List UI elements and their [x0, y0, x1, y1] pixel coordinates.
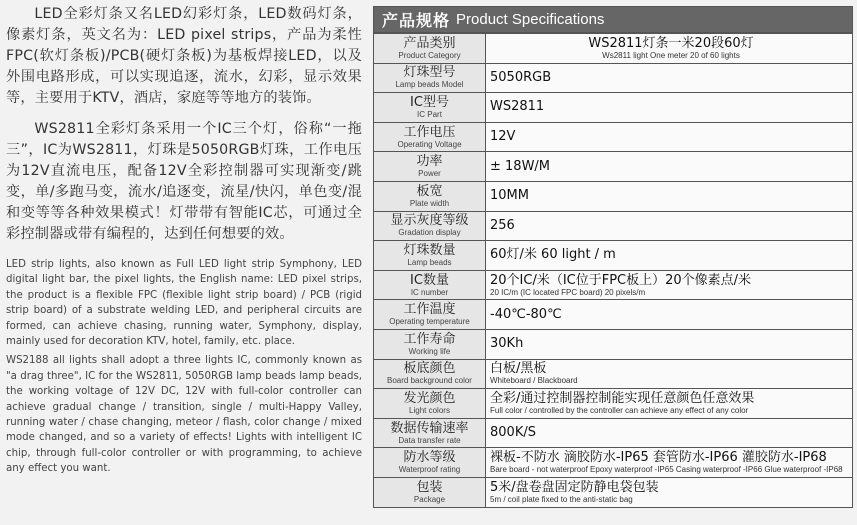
- en-paragraph-2: WS2188 all lights shall adopt a three lights IC, commonly known as "a drag three", IC for the WS2811, 5050RGB lamp beads lamp beads, the working voltage of 12V DC, 12V with full-color controller can achieve gradual change / transition, single / multi-Happy Valley, running water / chase changing, meteor / flash, color change / mixed mode changed, and so a variety of effects! Lights with intelligent IC chip, through full-color controller or with programming, to achieve any effect you want.: [6, 355, 362, 475]
- spec-row: [374, 93, 853, 123]
- spec-value-cell: [486, 389, 853, 419]
- spec-value-cn: 白板/黑板: [490, 361, 547, 377]
- spec-label-en: Light colors: [409, 405, 450, 415]
- spec-value-cn: 5米/盘卷盘固定防静电袋包装: [490, 479, 659, 495]
- spec-label-en: Operating Voltage: [397, 139, 462, 149]
- spec-label-cell: [374, 122, 486, 152]
- spec-label-cn: 显示灰度等级: [390, 213, 469, 229]
- cn-paragraph-1: LED全彩灯条又名LED幻彩灯条，LED数码灯条，像素灯条，英文名为：LED pixel strips，产品为柔性FPC(软灯条板)/PCB(硬灯条板)为基板焊接LED，以及外围电路形成，可以实现追逐，流水，幻彩，显示效果等，主要用于KTV，酒店，家庭等等地方的装饰。: [6, 6, 362, 106]
- spec-label-cell: [374, 300, 486, 330]
- spec-label-en: Gradation display: [398, 228, 461, 238]
- spec-value-cell: [486, 418, 853, 448]
- spec-label-cn: 防水等级: [403, 450, 456, 466]
- en-paragraph-1: LED strip lights, also known as Full LED light strip Symphony, LED digital light bar, the pixel lights, the English name: LED pixel strips, the product is a flexible FPC (flexible light strip board) / PCB (rigid strip board) of a substrate welding LED, and peripheral circuits are formed, can achieve chasing, running water, Symphony, display, mainly used for decoration KTV, hotel, family, etc. place.: [6, 259, 362, 348]
- spec-value-cn: 5050RGB: [490, 69, 552, 85]
- spec-value-cell: [486, 448, 853, 478]
- spec-label-cn: 功率: [416, 154, 443, 170]
- spec-value-cn: 12V: [490, 129, 516, 145]
- spec-label-cell: [374, 93, 486, 123]
- spec-row: [374, 418, 853, 448]
- spec-value-cell: [486, 152, 853, 182]
- spec-value-en: 5m / coil plate fixed to the anti-static bag: [490, 494, 633, 504]
- spec-label-en: IC number: [410, 287, 449, 297]
- spec-value-en: Bare board - not waterproof Epoxy waterproof -IP65 Casing waterproof -IP66 Glue waterproof -IP68: [490, 465, 843, 475]
- spec-label-cn: 工作寿命: [403, 331, 456, 347]
- spec-value-en: Whiteboard / Blackboard: [490, 376, 578, 386]
- cn-paragraph-2: WS2811全彩灯条采用一个IC三个灯，俗称“一拖三”，IC为WS2811，灯珠是5050RGB灯珠，工作电压为12V直流电压，配备12V全彩控制器可实现渐变/跳变，单/多跑马变，流水/追逐变，流星/快闪，单色变/混和变等等各种效果模式！灯带带有智能IC芯，可通过全彩控制器或带有编程的，达到任何想要的效。: [6, 121, 362, 242]
- spec-label-cn: 包装: [416, 479, 443, 495]
- spec-label-cn: 工作温度: [403, 302, 456, 318]
- spec-row: [374, 359, 853, 389]
- spec-value-cn: 60灯/米 60 light / m: [490, 247, 616, 263]
- spec-value-cn: 裸板-不防水 滴胶防水-IP65 套管防水-IP66 灌胶防水-IP68: [490, 450, 827, 466]
- spec-value-cell: [486, 300, 853, 330]
- spec-label-en: Lamp beads Model: [395, 80, 464, 90]
- spec-value-cell: [486, 211, 853, 241]
- spec-label-cn: 发光颜色: [403, 390, 456, 406]
- spec-value-cn: 30Kh: [490, 336, 524, 352]
- spec-label-cell: [374, 270, 486, 300]
- spec-label-cell: [374, 448, 486, 478]
- spec-label-cn: 板宽: [416, 183, 443, 199]
- spec-value-cn: 全彩/通过控制器控制能实现任意颜色任意效果: [490, 390, 755, 406]
- spec-header: [373, 6, 853, 33]
- spec-label-en: Package: [413, 494, 446, 504]
- spec-header-en: Product Specifications: [456, 11, 605, 28]
- spec-label-en: Product Category: [398, 50, 461, 60]
- spec-value-cell: [486, 270, 853, 300]
- spec-row: [374, 152, 853, 182]
- spec-row: [374, 389, 853, 419]
- spec-label-cell: [374, 359, 486, 389]
- spec-label-cell: [374, 241, 486, 271]
- spec-value-cn: -40℃-80℃: [490, 306, 562, 322]
- spec-panel: [373, 6, 853, 508]
- spec-value-cn: 20个IC/米（IC位于FPC板上）20个像素点/米: [490, 272, 752, 288]
- spec-label-en: Board background color: [387, 376, 472, 386]
- spec-row: [374, 329, 853, 359]
- spec-value-cell: [486, 122, 853, 152]
- spec-label-en: Plate width: [409, 198, 450, 208]
- spec-value-en: Full color / controlled by the controller can achieve any effect of any color: [490, 405, 749, 415]
- spec-label-cell: [374, 181, 486, 211]
- spec-value-cn: 10MM: [490, 188, 529, 204]
- spec-value-cn: ± 18W/M: [490, 158, 551, 174]
- spec-row: [374, 477, 853, 507]
- spec-label-cn: 灯珠型号: [403, 65, 456, 81]
- spec-value-cn: WS2811: [490, 99, 545, 115]
- spec-value-cell: [486, 477, 853, 507]
- spec-label-en: Data transfer rate: [398, 435, 461, 445]
- spec-value-cn: 800K/S: [490, 425, 536, 441]
- spec-value-cell: [486, 63, 853, 93]
- spec-label-cell: [374, 477, 486, 507]
- spec-row: [374, 241, 853, 271]
- spec-value-en: Ws2811 light One meter 20 of 60 lights: [602, 50, 740, 60]
- spec-header-cn: 产品规格: [382, 11, 451, 30]
- spec-row: [374, 122, 853, 152]
- spec-table: [373, 33, 853, 508]
- spec-label-cell: [374, 389, 486, 419]
- spec-label-cn: 数据传输速率: [390, 420, 469, 436]
- spec-row: [374, 211, 853, 241]
- spec-label-en: Power: [418, 169, 441, 179]
- spec-value-cell: [486, 329, 853, 359]
- spec-value-cn: 256: [490, 217, 515, 233]
- spec-value-cell: [486, 359, 853, 389]
- spec-label-en: Working life: [408, 346, 451, 356]
- spec-row: [374, 63, 853, 93]
- description-column: [6, 4, 362, 477]
- spec-label-cell: [374, 329, 486, 359]
- spec-label-cell: [374, 211, 486, 241]
- spec-label-en: Waterproof rating: [398, 465, 461, 475]
- spec-label-cell: [374, 63, 486, 93]
- spec-label-en: IC Part: [417, 109, 442, 119]
- spec-label-cn: 灯珠数量: [403, 242, 456, 258]
- spec-row: [374, 181, 853, 211]
- spec-value-en: 20 IC/m (IC located FPC board) 20 pixels/m: [490, 287, 646, 297]
- spec-label-cell: [374, 418, 486, 448]
- spec-label-cn: 工作电压: [403, 124, 456, 140]
- spec-row: [374, 448, 853, 478]
- spec-row: [374, 270, 853, 300]
- spec-label-en: Lamp beads: [407, 257, 452, 267]
- spec-row: [374, 34, 853, 64]
- spec-value-cell: [486, 241, 853, 271]
- spec-label-cn: 产品类别: [403, 35, 456, 51]
- spec-value-cell: [486, 181, 853, 211]
- spec-row: [374, 300, 853, 330]
- spec-value-cn: WS2811灯条一米20段60灯: [588, 35, 754, 51]
- spec-label-cell: [374, 34, 486, 64]
- spec-value-cell: [486, 93, 853, 123]
- spec-label-cn: IC数量: [410, 272, 449, 288]
- spec-label-en: Operating temperature: [389, 317, 470, 327]
- spec-value-cell: [486, 34, 853, 64]
- spec-label-cn: 板底颜色: [403, 361, 456, 377]
- spec-label-cn: IC型号: [410, 94, 449, 110]
- spec-label-cell: [374, 152, 486, 182]
